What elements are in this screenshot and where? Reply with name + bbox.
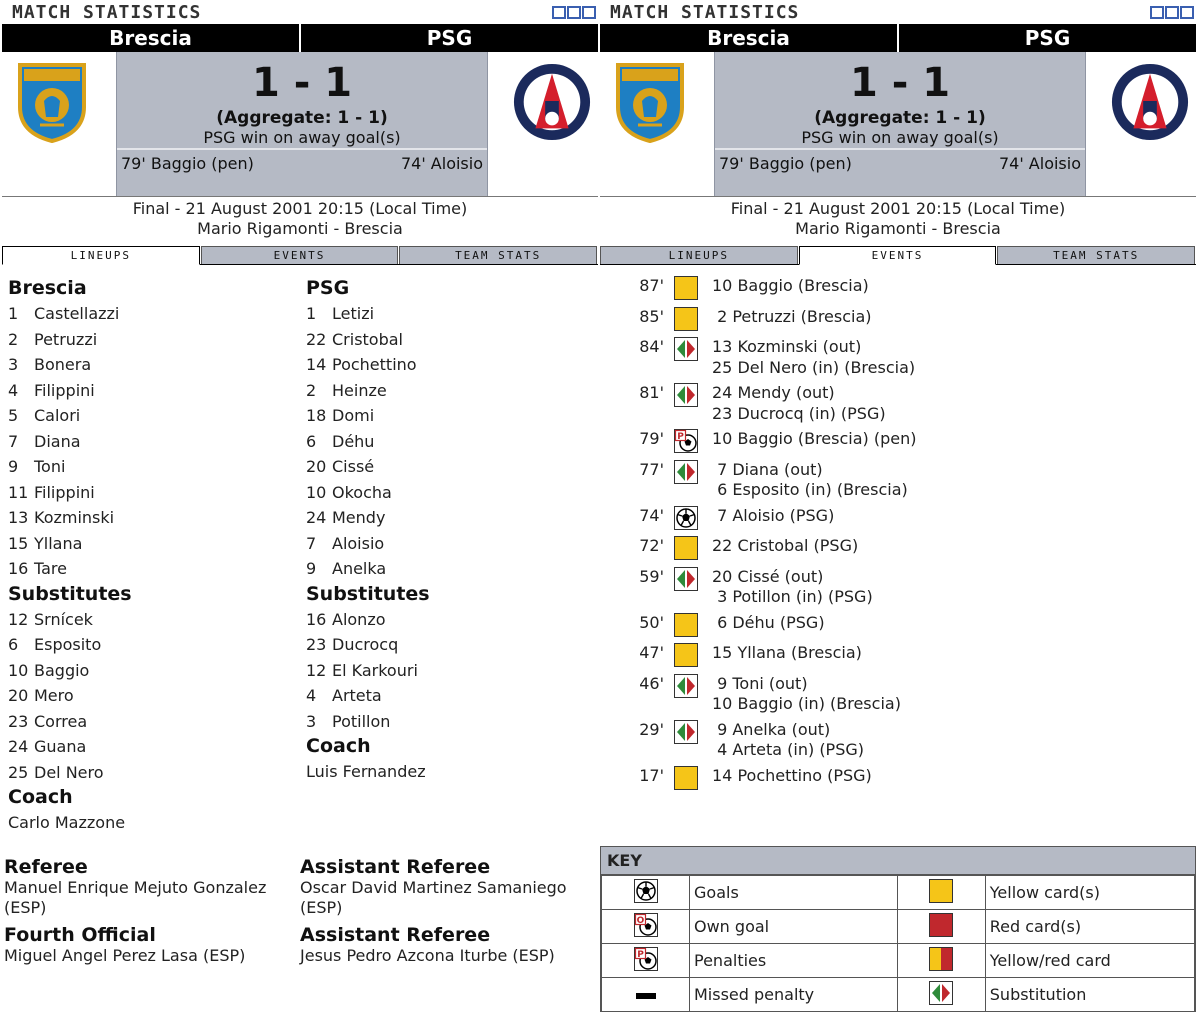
event-icon-cell bbox=[674, 720, 698, 744]
event-minute: 77' bbox=[639, 459, 664, 479]
event-minute: 17' bbox=[639, 765, 664, 785]
divider bbox=[117, 148, 487, 150]
player-name: Cristobal bbox=[332, 329, 403, 349]
player-name: Bonera bbox=[34, 355, 92, 374]
event-description bbox=[712, 383, 886, 424]
event-icon-cell bbox=[674, 307, 698, 331]
player-row bbox=[8, 734, 298, 760]
event-description bbox=[712, 766, 872, 787]
player-name: Guana bbox=[34, 737, 87, 756]
player-row bbox=[306, 556, 596, 582]
window-button-icon[interactable] bbox=[552, 6, 566, 19]
player-number: 16 bbox=[306, 609, 327, 629]
key-label: Yellow/red card bbox=[985, 944, 1194, 978]
tab-bar bbox=[600, 246, 1196, 265]
goal-icon bbox=[634, 879, 658, 903]
player-number: 23 bbox=[8, 711, 29, 731]
substitution-icon bbox=[674, 720, 698, 744]
player-number: 16 bbox=[8, 559, 29, 578]
player-number: 1 bbox=[306, 304, 317, 323]
player-name: Del Nero bbox=[34, 762, 104, 782]
player-row bbox=[306, 505, 596, 531]
key-label: Goals bbox=[690, 876, 898, 910]
player-row bbox=[8, 683, 298, 709]
event-minute: 81' bbox=[639, 383, 664, 402]
referee-block bbox=[4, 856, 294, 918]
final-score: 1 - 1 bbox=[849, 60, 951, 106]
player-name: Petruzzi bbox=[34, 329, 98, 349]
event-minute: 87' bbox=[639, 276, 664, 295]
player-name: Domi bbox=[332, 406, 375, 425]
player-row bbox=[8, 429, 298, 455]
yellow-card-icon bbox=[929, 879, 953, 903]
event-minute: 59' bbox=[639, 566, 664, 586]
substitution-icon bbox=[674, 337, 698, 361]
player-row bbox=[306, 327, 596, 353]
key-label: Missed penalty bbox=[690, 978, 898, 1012]
tab-lineups[interactable]: LINEUPS bbox=[2, 246, 200, 265]
player-name: Heinze bbox=[332, 380, 387, 400]
window-button-icon[interactable] bbox=[582, 6, 596, 19]
player-number: 13 bbox=[8, 508, 29, 527]
player-name: Déhu bbox=[332, 431, 375, 451]
referee-heading: Referee bbox=[4, 856, 88, 878]
key-icon-cell bbox=[602, 910, 690, 944]
brescia-crest-icon bbox=[12, 60, 92, 144]
player-row bbox=[8, 556, 298, 582]
assistant-referee-name: Jesus Pedro Azcona Iturbe (ESP) bbox=[300, 946, 555, 965]
key-label: Substitution bbox=[985, 978, 1194, 1012]
player-row bbox=[306, 531, 596, 557]
svg-text:P: P bbox=[677, 432, 684, 442]
event-icon-cell bbox=[674, 383, 698, 407]
event-description bbox=[712, 613, 825, 634]
aggregate-score: (Aggregate: 1 - 1) bbox=[216, 108, 388, 128]
player-row bbox=[306, 658, 596, 684]
player-row bbox=[306, 301, 596, 327]
event-line: 10 Baggio (Brescia) (pen) bbox=[712, 429, 917, 448]
event-icon-cell bbox=[674, 429, 698, 453]
window-button-icon[interactable] bbox=[1165, 6, 1179, 19]
substitution-icon bbox=[674, 567, 698, 591]
result-note: PSG win on away goal(s) bbox=[203, 128, 401, 147]
event-icon-cell bbox=[674, 766, 698, 790]
event-icon-cell bbox=[674, 460, 698, 484]
event-minute: 50' bbox=[639, 612, 664, 632]
player-number: 2 bbox=[306, 380, 317, 400]
player-name: Arteta bbox=[332, 686, 382, 705]
event-line: 23 Ducrocq (in) (PSG) bbox=[712, 403, 886, 423]
score-box bbox=[116, 52, 488, 196]
event-description bbox=[712, 567, 873, 608]
svg-text:O: O bbox=[636, 915, 644, 926]
player-row bbox=[8, 327, 298, 353]
coach-heading: Coach bbox=[8, 786, 73, 808]
player-row bbox=[8, 531, 298, 557]
player-number: 3 bbox=[8, 355, 19, 374]
goal-icon bbox=[674, 506, 698, 530]
substitution-icon bbox=[674, 674, 698, 698]
fourth-official-name: Miguel Angel Perez Lasa (ESP) bbox=[4, 946, 246, 965]
home-scorer: 79' Baggio (pen) bbox=[719, 154, 852, 173]
player-number: 14 bbox=[306, 355, 327, 374]
player-number: 3 bbox=[306, 711, 317, 731]
team-heading: PSG bbox=[306, 277, 350, 299]
team-name-bar bbox=[2, 24, 598, 52]
key-title: KEY bbox=[601, 847, 1195, 875]
fourth-official-heading: Fourth Official bbox=[4, 924, 156, 946]
player-number: 2 bbox=[8, 329, 19, 349]
player-number: 12 bbox=[8, 609, 29, 629]
event-line: 25 Del Nero (in) (Brescia) bbox=[712, 357, 916, 377]
player-number: 7 bbox=[306, 533, 317, 553]
yellow-card-icon bbox=[674, 307, 698, 331]
player-name: Filippini bbox=[34, 380, 95, 400]
window-controls bbox=[552, 6, 596, 19]
key-row bbox=[602, 910, 1195, 944]
brescia-crest-icon bbox=[610, 60, 690, 144]
event-line: 2 Petruzzi (Brescia) bbox=[712, 306, 872, 326]
window-button-icon[interactable] bbox=[1150, 6, 1164, 19]
score-box bbox=[714, 52, 1086, 196]
player-name: Tare bbox=[34, 559, 67, 578]
tab-lineups[interactable]: LINEUPS bbox=[600, 246, 798, 264]
aggregate-score: (Aggregate: 1 - 1) bbox=[814, 108, 986, 128]
assistant-referee-block bbox=[300, 924, 590, 966]
player-name: Potillon bbox=[332, 711, 391, 731]
player-name: Anelka bbox=[332, 559, 387, 578]
player-name: Diana bbox=[34, 431, 81, 451]
key-label: Yellow card(s) bbox=[985, 876, 1194, 910]
yellow-card-icon bbox=[674, 766, 698, 790]
player-row bbox=[306, 352, 596, 378]
player-row bbox=[8, 607, 298, 633]
player-number: 6 bbox=[8, 635, 19, 654]
away-team-name: PSG bbox=[899, 24, 1196, 52]
yellow-card-icon bbox=[674, 643, 698, 667]
event-description bbox=[712, 643, 862, 664]
event-minute: 85' bbox=[639, 306, 664, 326]
red-card-icon bbox=[929, 913, 953, 937]
event-line: 6 Déhu (PSG) bbox=[712, 612, 825, 632]
away-lineup bbox=[306, 276, 596, 785]
panel-title: MATCH STATISTICS bbox=[610, 2, 800, 23]
title-bar bbox=[600, 2, 1196, 24]
player-number: 4 bbox=[8, 380, 19, 400]
tab-team-stats[interactable]: TEAM STATS bbox=[997, 246, 1195, 264]
home-team-name: Brescia bbox=[600, 24, 897, 52]
event-line: 10 Baggio (in) (Brescia) bbox=[712, 694, 901, 713]
player-number: 24 bbox=[306, 508, 327, 527]
player-number: 9 bbox=[8, 457, 19, 476]
event-icon-cell bbox=[674, 337, 698, 361]
player-row bbox=[306, 607, 596, 633]
substitutes-heading: Substitutes bbox=[306, 582, 430, 605]
event-minute: 79' bbox=[639, 429, 664, 448]
player-name: Castellazzi bbox=[34, 304, 120, 323]
player-number: 12 bbox=[306, 660, 327, 680]
missed-penalty-icon bbox=[636, 985, 656, 1004]
player-number: 20 bbox=[306, 457, 327, 476]
event-line: 15 Yllana (Brescia) bbox=[712, 643, 862, 662]
player-number: 10 bbox=[306, 482, 327, 502]
player-row bbox=[8, 760, 298, 786]
player-number: 24 bbox=[8, 737, 29, 756]
event-icon-cell bbox=[674, 674, 698, 698]
away-team-name: PSG bbox=[301, 24, 598, 52]
event-description bbox=[712, 674, 901, 715]
event-description bbox=[712, 337, 915, 378]
player-number: 15 bbox=[8, 533, 29, 553]
player-number: 20 bbox=[8, 686, 29, 705]
player-name: Alonzo bbox=[332, 609, 386, 629]
yellow-card-icon bbox=[674, 613, 698, 637]
penalty-icon bbox=[634, 947, 658, 971]
result-note: PSG win on away goal(s) bbox=[801, 128, 999, 147]
event-line: 20 Cissé (out) bbox=[712, 566, 824, 586]
key-label: Own goal bbox=[690, 910, 898, 944]
key-icon-cell bbox=[897, 978, 985, 1012]
player-name: Mero bbox=[34, 686, 74, 705]
event-line: 4 Arteta (in) (PSG) bbox=[712, 740, 864, 759]
key-label: Red card(s) bbox=[985, 910, 1194, 944]
event-minute: 84' bbox=[639, 337, 664, 356]
event-icon-cell bbox=[674, 536, 698, 560]
player-number: 25 bbox=[8, 762, 29, 782]
key-table bbox=[601, 875, 1195, 1012]
event-description bbox=[712, 460, 908, 501]
player-name: Toni bbox=[34, 457, 66, 476]
final-score: 1 - 1 bbox=[251, 60, 353, 106]
window-controls bbox=[1150, 6, 1194, 19]
player-row bbox=[8, 709, 298, 735]
event-line: 13 Kozminski (out) bbox=[712, 337, 862, 356]
event-icon-cell bbox=[674, 567, 698, 591]
player-name: Baggio bbox=[34, 660, 90, 680]
key-legend bbox=[600, 846, 1196, 1012]
player-row bbox=[306, 429, 596, 455]
yellow-card-icon bbox=[674, 536, 698, 560]
event-minute: 72' bbox=[639, 536, 664, 555]
window-button-icon[interactable] bbox=[1180, 6, 1194, 19]
key-icon-cell bbox=[602, 944, 690, 978]
event-line: 9 Anelka (out) bbox=[712, 719, 831, 739]
psg-crest-icon bbox=[1110, 60, 1190, 144]
tab-bar bbox=[2, 246, 598, 265]
player-name: Pochettino bbox=[332, 355, 417, 374]
away-scorer: 74' Aloisio bbox=[400, 154, 483, 173]
match-stats-panel-lineups bbox=[2, 0, 600, 1015]
player-name: Cissé bbox=[332, 457, 375, 476]
svg-text:P: P bbox=[636, 949, 644, 960]
event-line: 7 Aloisio (PSG) bbox=[712, 505, 835, 525]
event-description bbox=[712, 506, 834, 527]
event-minute: 46' bbox=[639, 673, 664, 693]
tab-team-stats[interactable]: TEAM STATS bbox=[399, 246, 597, 264]
match-date: Final - 21 August 2001 20:15 (Local Time) bbox=[132, 199, 468, 218]
player-row bbox=[306, 683, 596, 709]
event-icon-cell bbox=[674, 613, 698, 637]
match-stats-panel-events bbox=[600, 0, 1198, 1015]
match-venue: Mario Rigamonti - Brescia bbox=[795, 219, 1001, 238]
event-line: 14 Pochettino (PSG) bbox=[712, 765, 872, 785]
player-row bbox=[306, 378, 596, 404]
penalty-icon bbox=[674, 429, 698, 453]
player-name: Mendy bbox=[332, 508, 386, 527]
key-row bbox=[602, 876, 1195, 910]
player-number: 22 bbox=[306, 329, 327, 349]
referee-name: Manuel Enrique Mejuto Gonzalez (ESP) bbox=[4, 878, 267, 917]
player-row bbox=[306, 403, 596, 429]
player-number: 11 bbox=[8, 482, 29, 502]
player-name: El Karkouri bbox=[332, 660, 418, 680]
key-icon-cell bbox=[897, 876, 985, 910]
event-line: 22 Cristobal (PSG) bbox=[712, 536, 859, 555]
event-description bbox=[712, 307, 872, 328]
team-name-bar bbox=[600, 24, 1196, 52]
player-row bbox=[8, 378, 298, 404]
event-minute: 47' bbox=[639, 643, 664, 662]
event-description bbox=[712, 276, 869, 297]
player-row bbox=[306, 709, 596, 735]
player-row bbox=[8, 403, 298, 429]
event-icon-cell bbox=[674, 643, 698, 667]
home-team-name: Brescia bbox=[2, 24, 299, 52]
home-lineup bbox=[8, 276, 298, 836]
event-line: 7 Diana (out) bbox=[712, 459, 823, 479]
psg-crest-icon bbox=[512, 60, 592, 144]
player-name: Filippini bbox=[34, 482, 95, 502]
player-row bbox=[306, 480, 596, 506]
team-heading: Brescia bbox=[8, 277, 87, 299]
player-row bbox=[306, 632, 596, 658]
player-row bbox=[8, 301, 298, 327]
player-name: Yllana bbox=[34, 533, 83, 553]
assistant-referee-heading: Assistant Referee bbox=[300, 924, 491, 946]
match-date: Final - 21 August 2001 20:15 (Local Time) bbox=[730, 199, 1066, 218]
assistant-referee-heading: Assistant Referee bbox=[300, 856, 491, 878]
coach-heading: Coach bbox=[306, 735, 371, 757]
title-bar bbox=[2, 2, 598, 24]
yellow-red-card-icon bbox=[929, 947, 953, 971]
event-line: 24 Mendy (out) bbox=[712, 383, 835, 402]
player-row bbox=[306, 454, 596, 480]
player-row bbox=[8, 480, 298, 506]
player-name: Correa bbox=[34, 711, 88, 731]
event-description bbox=[712, 536, 858, 557]
divider bbox=[715, 148, 1085, 150]
coach-name: Carlo Mazzone bbox=[8, 813, 126, 832]
event-line: 6 Esposito (in) (Brescia) bbox=[712, 480, 908, 499]
match-info bbox=[2, 196, 598, 238]
player-row bbox=[8, 505, 298, 531]
player-row bbox=[8, 632, 298, 658]
player-name: Ducrocq bbox=[332, 635, 399, 654]
player-number: 9 bbox=[306, 559, 317, 578]
key-row bbox=[602, 978, 1195, 1012]
player-row bbox=[8, 658, 298, 684]
player-number: 1 bbox=[8, 304, 19, 323]
event-line: 10 Baggio (Brescia) bbox=[712, 276, 869, 295]
substitutes-heading: Substitutes bbox=[8, 582, 132, 605]
player-name: Letizi bbox=[332, 304, 375, 323]
panel-title: MATCH STATISTICS bbox=[12, 2, 202, 23]
tab-events[interactable]: EVENTS bbox=[201, 246, 399, 264]
player-number: 5 bbox=[8, 406, 19, 425]
match-venue: Mario Rigamonti - Brescia bbox=[197, 219, 403, 238]
tab-events[interactable]: EVENTS bbox=[799, 246, 997, 265]
yellow-card-icon bbox=[674, 276, 698, 300]
key-icon-cell bbox=[602, 876, 690, 910]
coach-name: Luis Fernandez bbox=[306, 762, 426, 781]
key-icon-cell bbox=[897, 910, 985, 944]
key-icon-cell bbox=[897, 944, 985, 978]
player-number: 6 bbox=[306, 431, 317, 451]
player-name: Aloisio bbox=[332, 533, 385, 553]
window-button-icon[interactable] bbox=[567, 6, 581, 19]
player-name: Okocha bbox=[332, 482, 392, 502]
player-name: Srnícek bbox=[34, 609, 93, 629]
home-scorer: 79' Baggio (pen) bbox=[121, 154, 254, 173]
player-number: 10 bbox=[8, 660, 29, 680]
event-line: 9 Toni (out) bbox=[712, 673, 808, 693]
player-number: 7 bbox=[8, 431, 19, 451]
player-row bbox=[8, 352, 298, 378]
player-row bbox=[8, 454, 298, 480]
key-icon-cell bbox=[602, 978, 690, 1012]
player-name: Esposito bbox=[34, 635, 102, 654]
own-goal-icon bbox=[634, 913, 658, 937]
event-icon-cell bbox=[674, 276, 698, 300]
event-description bbox=[712, 720, 864, 761]
event-icon-cell bbox=[674, 506, 698, 530]
key-label: Penalties bbox=[690, 944, 898, 978]
match-info bbox=[600, 196, 1196, 238]
player-number: 4 bbox=[306, 686, 317, 705]
event-line: 3 Potillon (in) (PSG) bbox=[712, 587, 873, 606]
player-number: 23 bbox=[306, 635, 327, 654]
player-number: 18 bbox=[306, 406, 327, 425]
player-name: Calori bbox=[34, 406, 81, 425]
substitution-icon bbox=[674, 383, 698, 407]
player-name: Kozminski bbox=[34, 508, 115, 527]
event-minute: 74' bbox=[639, 505, 664, 525]
fourth-official-block bbox=[4, 924, 294, 966]
away-scorer: 74' Aloisio bbox=[998, 154, 1081, 173]
assistant-referee-name: Oscar David Martinez Samaniego (ESP) bbox=[300, 878, 567, 917]
event-minute: 29' bbox=[639, 719, 664, 739]
assistant-referee-block bbox=[300, 856, 590, 918]
substitution-icon bbox=[929, 981, 953, 1005]
substitution-icon bbox=[674, 460, 698, 484]
key-row bbox=[602, 944, 1195, 978]
event-description bbox=[712, 429, 916, 450]
